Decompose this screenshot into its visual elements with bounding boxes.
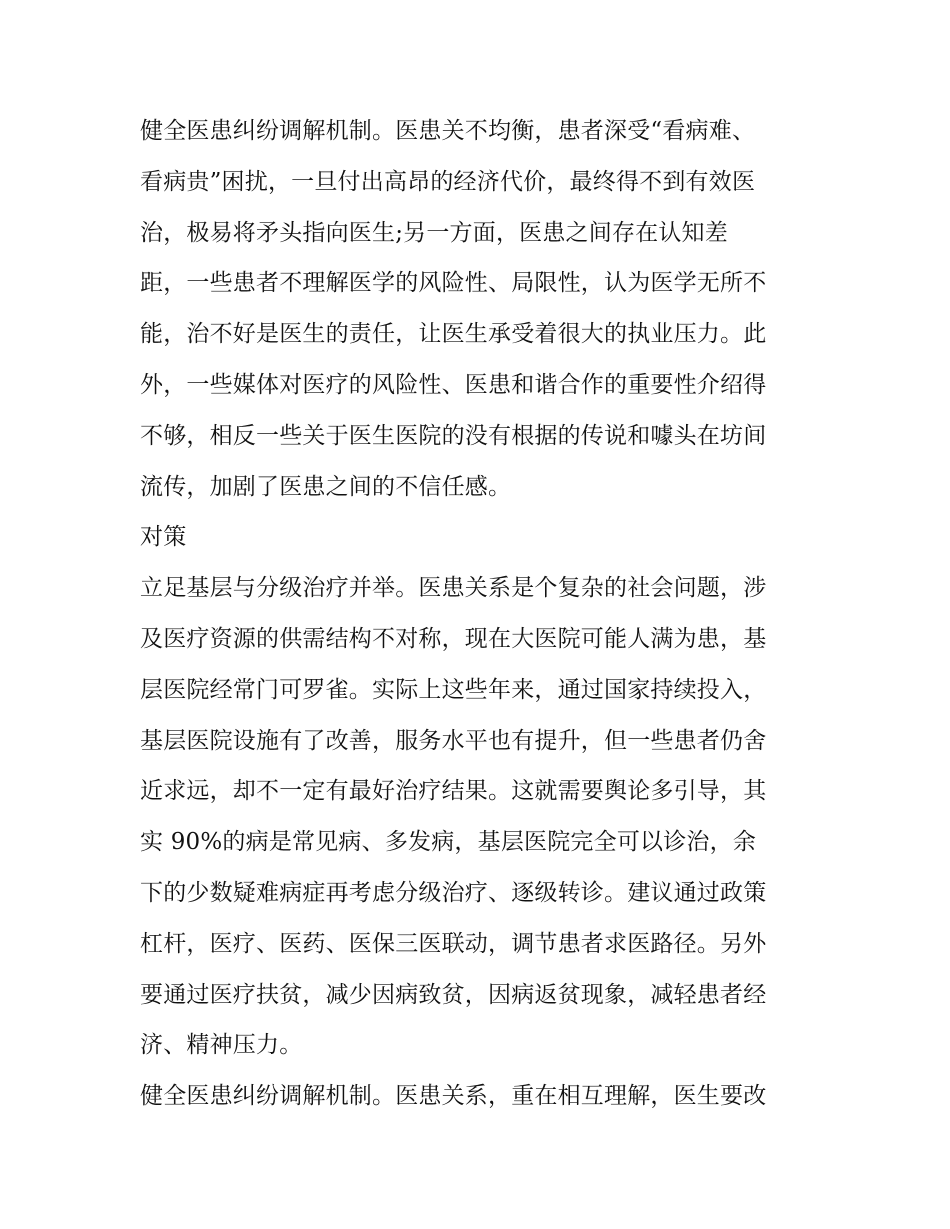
text-line-3: 治，极易将矛头指向医生;另一方面，医患之间存在认知差 bbox=[140, 219, 728, 246]
text-line-19: 济、精神压力。 bbox=[140, 1032, 303, 1059]
text-line-12: 层医院经常门可罗雀。实际上这些年来，通过国家持续投入， bbox=[140, 676, 767, 703]
text-line-20: 健全医患纠纷调解机制。医患关系，重在相互理解，医生要改 bbox=[140, 1083, 767, 1110]
text-line-10: 立足基层与分级治疗并举。医患关系是个复杂的社会问题，涉 bbox=[140, 575, 767, 602]
text-line-13: 基层医院设施有了改善，服务水平也有提升，但一些患者仍舍 bbox=[140, 727, 767, 754]
text-line-14: 近求远，却不一定有最好治疗结果。这就需要舆论多引导，其 bbox=[140, 778, 767, 805]
text-line-16: 下的少数疑难病症再考虑分级治疗、逐级转诊。建议通过政策 bbox=[140, 879, 767, 906]
text-line-1: 健全医患纠纷调解机制。医患关不均衡，患者深受“看病难、 bbox=[140, 118, 756, 144]
section-heading: 对策 bbox=[140, 524, 187, 551]
text-line-18: 要通过医疗扶贫，减少因病致贫，因病返贫现象，减轻患者经 bbox=[140, 981, 767, 1008]
text-line-2: 看病贵”困扰，一旦付出高昂的经济代价，最终得不到有效医 bbox=[140, 168, 756, 195]
text-line-15: 实 90%的病是常见病、多发病，基层医院完全可以诊治，余 bbox=[140, 829, 757, 856]
text-line-8: 流传，加剧了医患之间的不信任感。 bbox=[140, 473, 512, 500]
document-page bbox=[140, 106, 820, 1122]
text-line-11: 及医疗资源的供需结构不对称，现在大医院可能人满为患，基 bbox=[140, 625, 767, 652]
text-line-5: 能，治不好是医生的责任，让医生承受着很大的执业压力。此 bbox=[140, 321, 767, 348]
text-line-7: 不够，相反一些关于医生医院的没有根据的传说和噱头在坊间 bbox=[140, 422, 767, 449]
text-line-4: 距，一些患者不理解医学的风险性、局限性，认为医学无所不 bbox=[140, 270, 767, 297]
text-line-17: 杠杆，医疗、医药、医保三医联动，调节患者求医路径。另外 bbox=[140, 930, 767, 957]
text-line-6: 外，一些媒体对医疗的风险性、医患和谐合作的重要性介绍得 bbox=[140, 371, 767, 398]
